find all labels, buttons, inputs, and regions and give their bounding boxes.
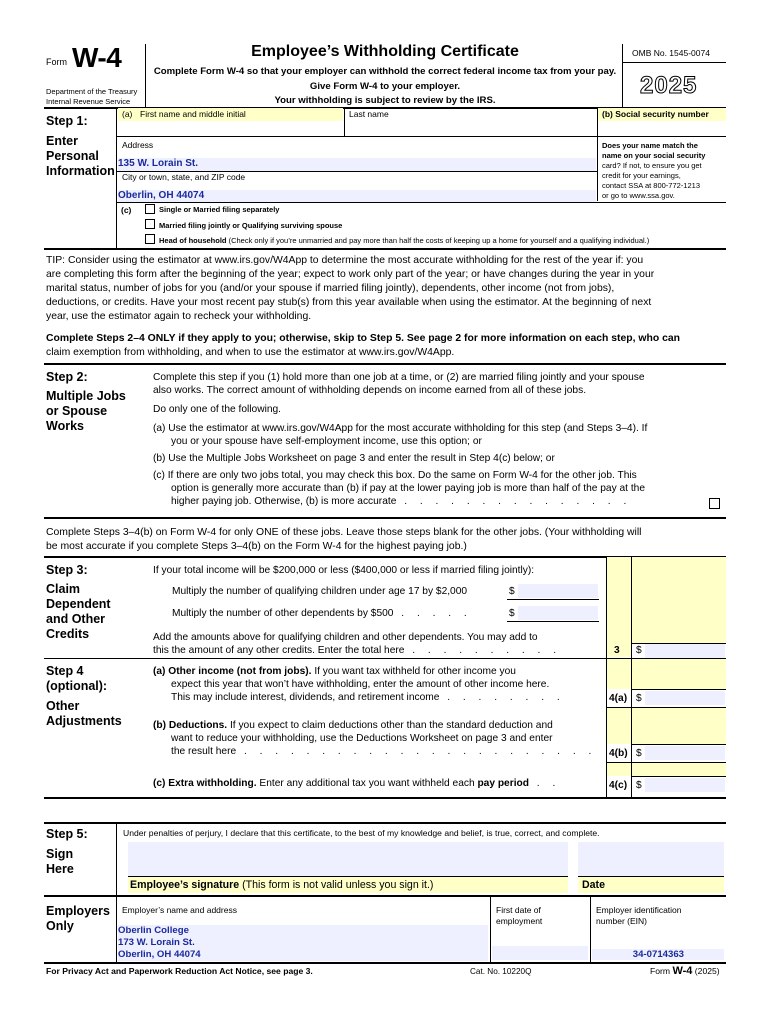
step4-title: Step 4 (optional): [46,664,108,693]
step3-shade [607,557,631,657]
step4c-shade-right [632,763,726,776]
married-checkbox[interactable] [145,219,155,229]
extra-withholding-text: (c) Extra withholding. Enter any additional tax you want withheld each pay period . . [153,778,561,789]
step3-shade-right [632,557,726,643]
name-match-info: card? If not, to ensure you get credit for your earnings, contact SSA at 800-772-1213 or go to www.ssa.gov. [602,161,702,200]
deductions-text: (b) Deductions. If you expect to claim deductions other than the standard deduction and want to reduce your withholding, use the Deductions Worksheet on page 3 and enter the result here . . . . . . . . . . . . . . . . . . . . . . . [153,720,597,757]
line3-dollar: $ [636,645,642,656]
step4b-shade [607,708,631,744]
signature-label: Employee’s signature (This form is not valid unless you sign it.) [130,879,434,891]
other-income-text: (a) Other income (not from jobs). If you want tax withheld for other income you expect this year that won’t have withholding, enter the amount of other income here. This may include interest, dividends, and retirement income . . . . . . . . [153,666,565,703]
step4-subtitle: Other Adjustments [46,699,122,728]
subtitle-3: Your withholding is subject to review by the IRS. [274,95,496,106]
step5-subtitle: Sign Here [46,847,74,876]
privacy-notice: For Privacy Act and Paperwork Reduction Act Notice, see page 3. [46,966,313,976]
perjury-statement: Under penalties of perjury, I declare that this certificate, to the best of my knowledge and belief, is true, correct, and complete. [123,828,600,838]
step2-body: Complete this step if you (1) hold more than one job at a time, or (2) are married filing jointly and your spouse also works. The correct amount of withholding depends on income earned from all of these jobs. Do only one of the following. (a) Use the estimator at www.irs.gov/W4App for the most accurate withholding for this step (and Steps 3–4). If you or your spouse have self-employment income, use this option; or (b) Use the Multiple Jobs Worksheet on page 3 and enter the result in Step 4(c) below; or (c) If there are only two jobs total, you may check this box. Do the same on Form W-4 for the other job. This option is generally more accurate than (b) if pay at the lower paying job is more than half of the pay at the higher paying job. Otherwise, (b) is more accurate . . . . . . . . . . . . . . . [153,372,648,507]
last-name-label: Last name [349,109,389,119]
ein-label: Employer identification number (EIN) [596,905,682,926]
form-label: Form [46,57,67,67]
ssn-label: (b) Social security number [602,109,709,119]
dollar-children: $ [509,586,515,597]
line4c-dollar: $ [636,780,642,791]
form-number: W-4 [72,42,122,73]
step5-title: Step 5: [46,827,88,841]
step2-subtitle: Multiple Jobs or Spouse Works [46,389,126,433]
line4c-label: 4(c) [609,780,628,791]
cat-number: Cat. No. 10220Q [470,967,532,976]
tax-year: 2025 [640,72,698,99]
single-checkbox[interactable] [145,204,155,214]
first-date-field[interactable] [492,946,588,960]
step1-title: Step 1: [46,114,88,128]
hoh-label: Head of household (Check only if you’re unmarried and pay more than half the costs of keeping up a home for yourself and a qualifying individual.) [159,236,650,245]
line3-label: 3 [614,645,620,656]
dollar-dependents: $ [509,608,515,619]
employer-name-label: Employer’s name and address [122,905,237,915]
step4a-shade [607,659,631,689]
married-label: Married filing jointly or Qualifying surviving spouse [159,221,343,230]
employers-only-title: Employers Only [46,904,110,933]
children-amount-input[interactable] [518,584,598,598]
step4b-shade-right [632,708,726,744]
step3-intro: If your total income will be $200,000 or less ($400,000 or less if married filing jointly): [153,565,535,576]
footer-form: Form W-4 (2025) [650,965,720,977]
subtitle-2: Give Form W-4 to your employer. [309,81,461,92]
qualifying-children-text: Multiply the number of qualifying children under age 17 by $2,000 [172,586,468,597]
line4b-input[interactable] [645,746,725,760]
tip-text: TIP: Consider using the estimator at www.irs.gov/W4App to determine the most accurate withholding for the rest of the year if: you are completing this form after the beginning of the year; expect to work only part of the year; or have changes during the year in your marital status, number of jobs for you (and/or your spouse if married filing jointly), dependents, other income (not from jobs), deductions, or credits. Have your most recent pay stub(s) from this year available when using the estimator. At the beginning of next year, use the estimator again to recheck your withholding. [46,255,655,322]
line4c-input[interactable] [645,778,725,792]
date-field[interactable] [578,842,724,876]
date-label: Date [582,879,605,891]
name-match-question: Does your name match the name on your social security [602,141,706,160]
line4b-label: 4(b) [609,748,628,759]
line4a-dollar: $ [636,693,642,704]
line4b-dollar: $ [636,748,642,759]
other-dependents-text: Multiply the number of other dependents by $500 . . . . . [172,608,472,619]
line3-input[interactable] [645,644,725,658]
dependents-amount-input[interactable] [518,606,598,620]
employer-name-field[interactable]: Oberlin College 173 W. Lorain St. Oberlin, OH 44074 [118,925,488,961]
hoh-checkbox[interactable] [145,234,155,244]
step3-subtitle: Claim Dependent and Other Credits [46,582,111,641]
form-title: Employee’s Withholding Certificate [251,43,519,60]
dept-treasury: Department of the Treasury [46,87,138,96]
city-label: City or town, state, and ZIP code [122,172,246,182]
step2-title: Step 2: [46,370,88,384]
address-label: Address [122,140,154,150]
signature-field[interactable] [128,842,568,876]
step4c-shade [607,763,631,776]
step3-title: Step 3: [46,563,88,577]
c-label: (c) [121,205,132,215]
line4a-input[interactable] [645,691,725,705]
complete-steps-2-4: Complete Steps 2–4 ONLY if they apply to you; otherwise, skip to Step 5. See page 2 for more information on each step, who can claim exemption from withholding, and when to use the estimator at www.irs.gov/W4App. [46,333,680,358]
add-amounts-text: Add the amounts above for qualifying children and other dependents. You may add to this the amount of any other credits. Enter the total here . . . . . . . . . . [153,632,562,656]
step4a-shade-right [632,659,726,689]
dept-irs: Internal Revenue Service [46,97,131,106]
a-label: (a) [122,109,133,119]
first-name-label: First name and middle initial [140,109,246,119]
complete-steps-3-4b: Complete Steps 3–4(b) on Form W-4 for only ONE of these jobs. Leave those steps blank for the other jobs. (Your withholding will be most accurate if you complete Steps 3–4(b) on the Form W-4 for the highest paying job.) [46,527,642,552]
two-jobs-checkbox[interactable] [709,498,720,509]
ein-field[interactable]: 34-0714363 [592,949,724,960]
line4a-label: 4(a) [609,693,628,704]
step1-subtitle: Enter Personal Information [46,134,115,178]
first-date-label: First date of employment [496,905,543,926]
subtitle-1: Complete Form W-4 so that your employer can withhold the correct federal income tax from your pay. [153,66,617,77]
single-label: Single or Married filing separately [159,205,280,214]
omb-number: OMB No. 1545-0074 [632,48,710,58]
address-field[interactable]: 135 W. Lorain St. [118,158,596,171]
city-field[interactable]: Oberlin, OH 44074 [118,190,596,203]
